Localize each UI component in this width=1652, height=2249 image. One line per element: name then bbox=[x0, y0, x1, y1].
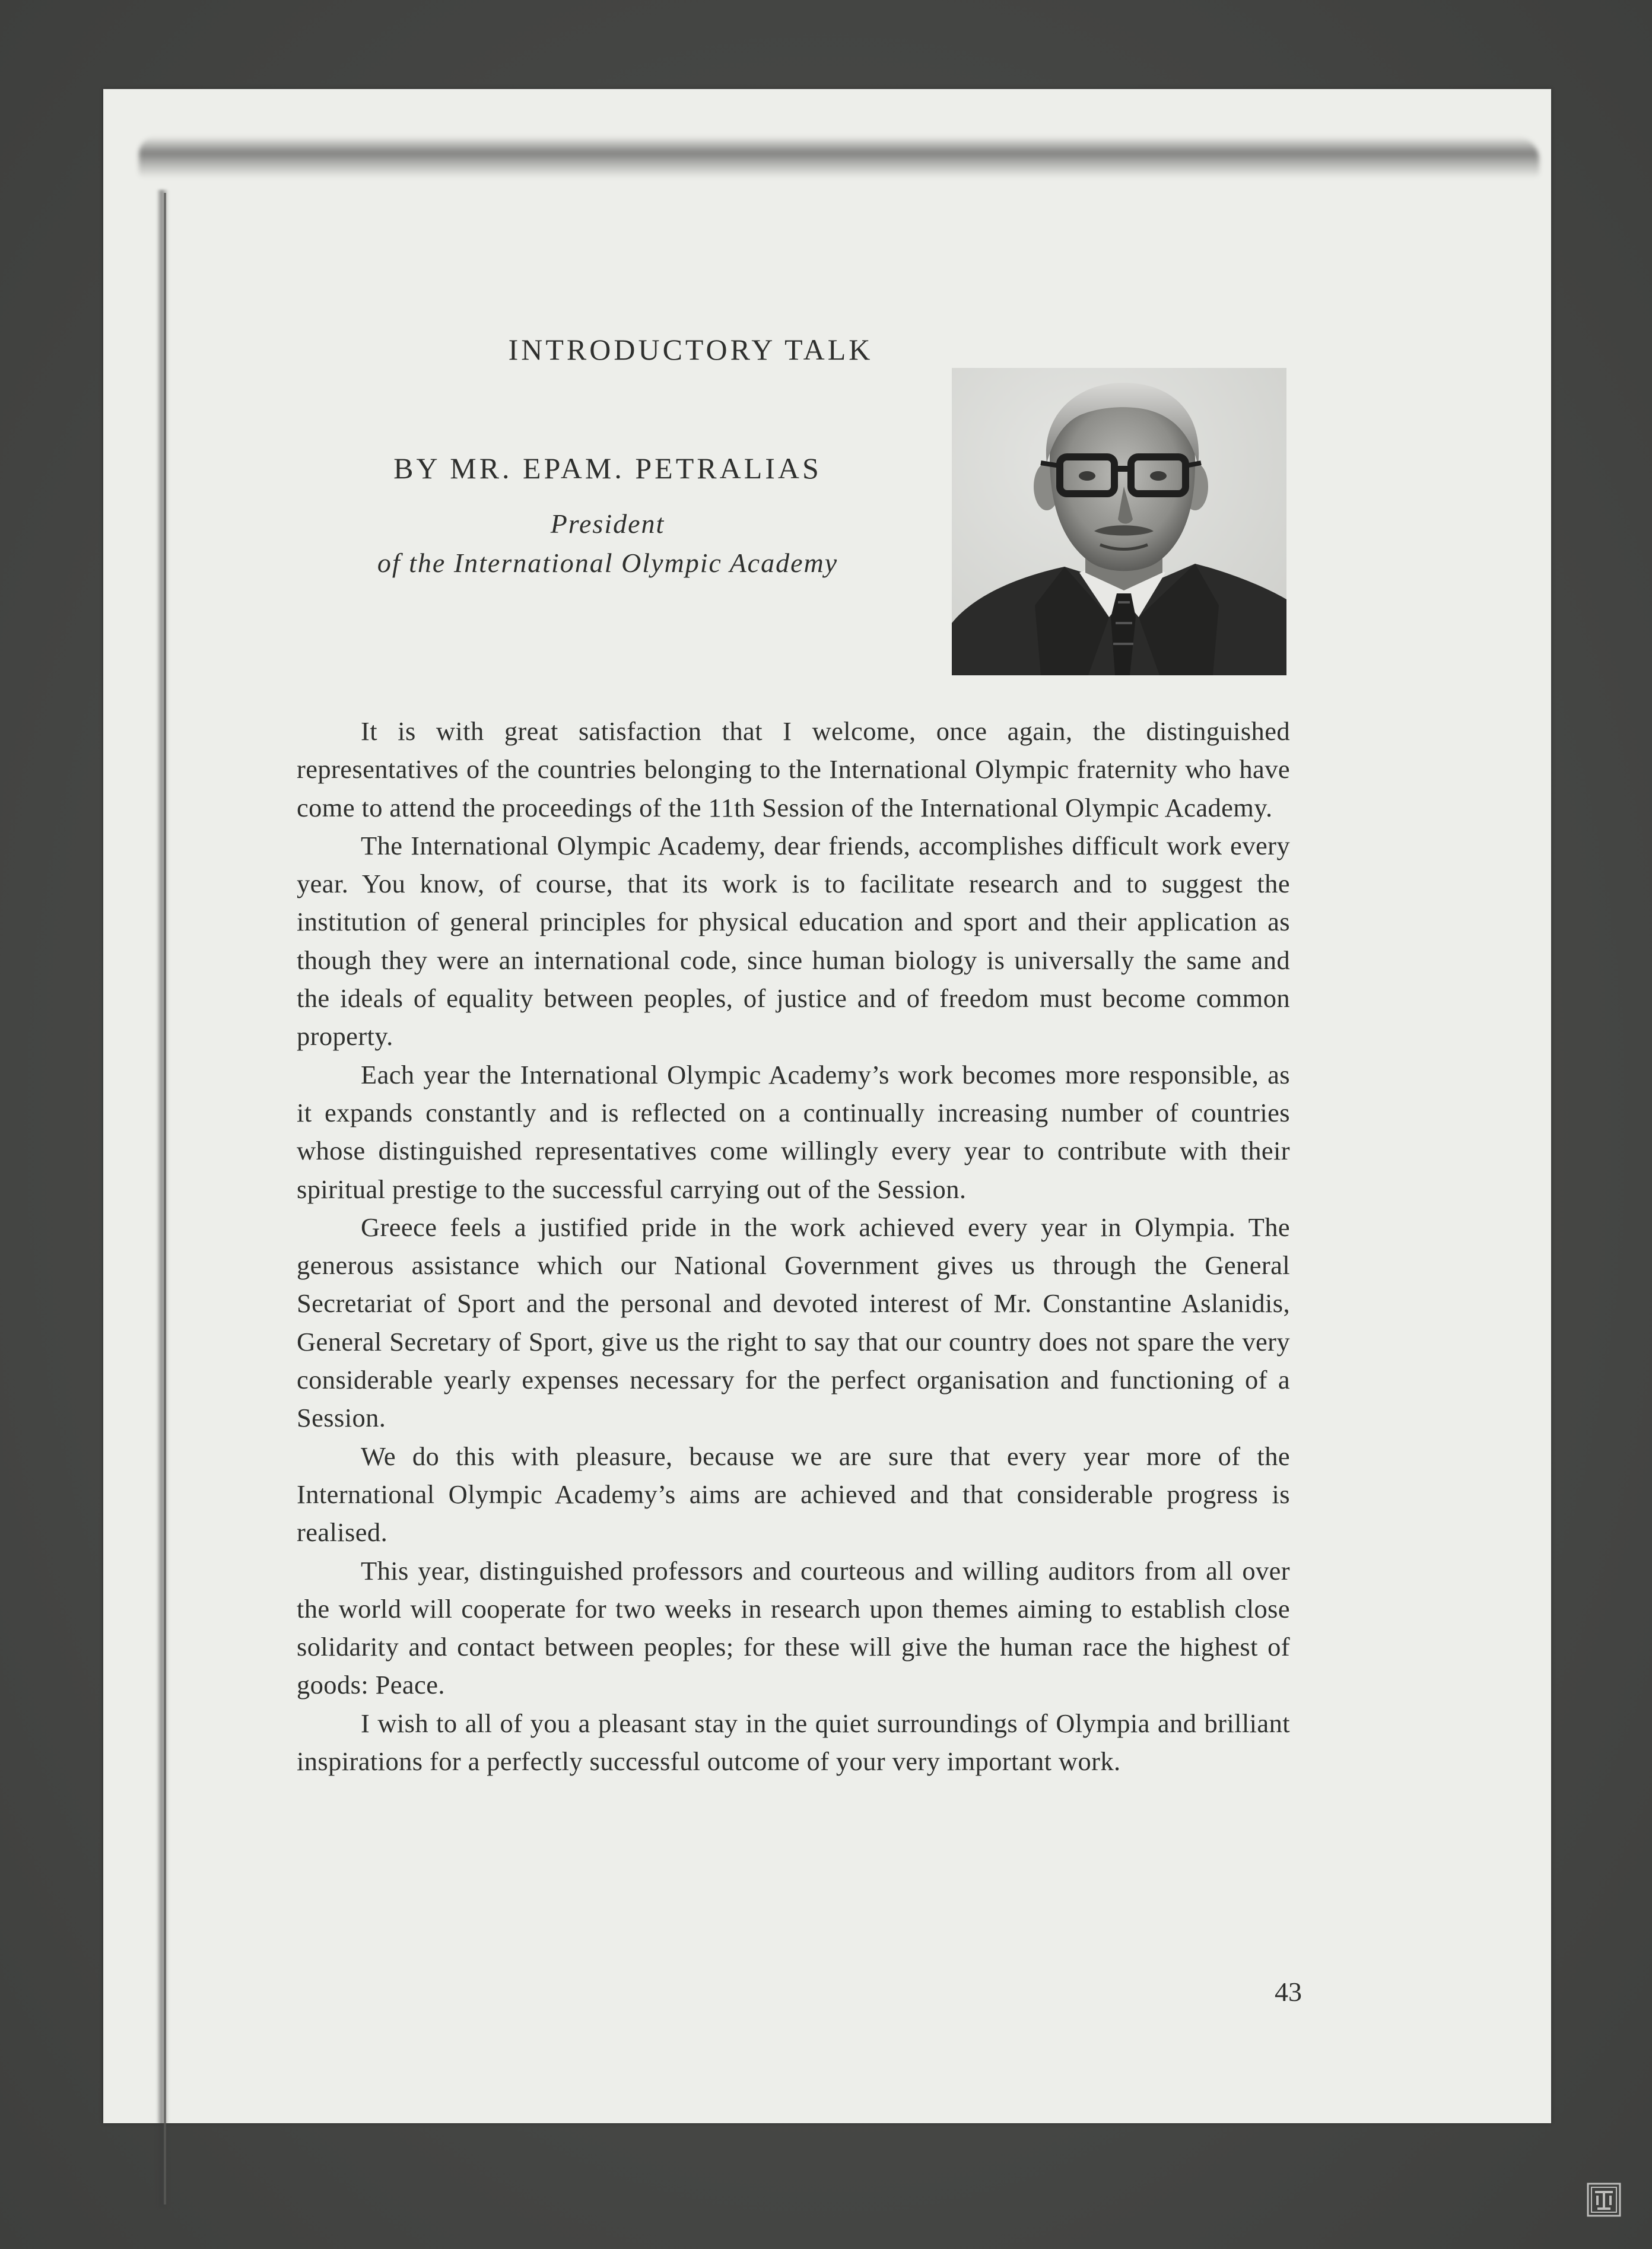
paragraph: We do this with pleasure, because we are sure that every year more of the International Olympic Academy’s aims are achieved and that considerable progress is realised. bbox=[297, 1441, 1290, 1548]
paragraph: It is with great satisfaction that I welcome, once again, the distinguished representatives of the countries belonging to the International Olympic fraternity who have come to attend the proceedings of the 11th Session of the International Olympic Academy. bbox=[297, 716, 1290, 822]
document-page bbox=[103, 89, 1551, 2123]
portrait-photo bbox=[952, 368, 1286, 675]
page-content bbox=[103, 89, 1551, 2123]
page-number: 43 bbox=[1275, 1977, 1302, 2007]
author-byline: BY MR. EPAM. PETRALIAS bbox=[393, 452, 822, 485]
paragraph: I wish to all of you a pleasant stay in the quiet surroundings of Olympia and brilliant inspirations for a perfectly successful outcome of your very important work. bbox=[297, 1708, 1290, 1777]
paragraph: This year, distinguished professors and courteous and willing auditors from all over the world will cooperate for two weeks in research upon themes aiming to establish close solidarity and contact between peoples; for these will give the human race the highest of goods: Peace. bbox=[297, 1555, 1290, 1700]
article-body bbox=[297, 712, 1290, 1780]
page-title: INTRODUCTORY TALK bbox=[508, 333, 873, 366]
paragraph: The International Olympic Academy, dear friends, accomplishes difficult work every year. You know, of course, that its work is to facilitate research and to suggest the institution of general principles for physical education and sport and their application as though they were an international code, since human biology is universally the same and the ideals of equality between peoples, of justice and of freedom must become common property. bbox=[297, 830, 1290, 1052]
paragraph: Each year the International Olympic Academy’s work becomes more responsible, as it expands constantly and is reflected on a continually increasing number of countries whose distinguished representatives come willingly every year to contribute with their spiritual prestige to the successful carrying out of the Session. bbox=[297, 1059, 1290, 1204]
author-role bbox=[329, 504, 887, 583]
author-role-line-1: President bbox=[550, 509, 665, 539]
archive-logo-icon bbox=[1587, 2183, 1621, 2217]
paragraph: Greece feels a justified pride in the work achieved every year in Olympia. The generous assistance which our National Government gives us through the General Secretariat of Sport and the personal and devoted interest of Mr. Constantine Aslanidis, General Secretary of Sport, give us the right to say that our country does not spare the very considerable yearly expenses necessary for the perfect organisation and functioning of a Session. bbox=[297, 1212, 1290, 1433]
author-role-line-2: of the International Olympic Academy bbox=[377, 548, 838, 578]
